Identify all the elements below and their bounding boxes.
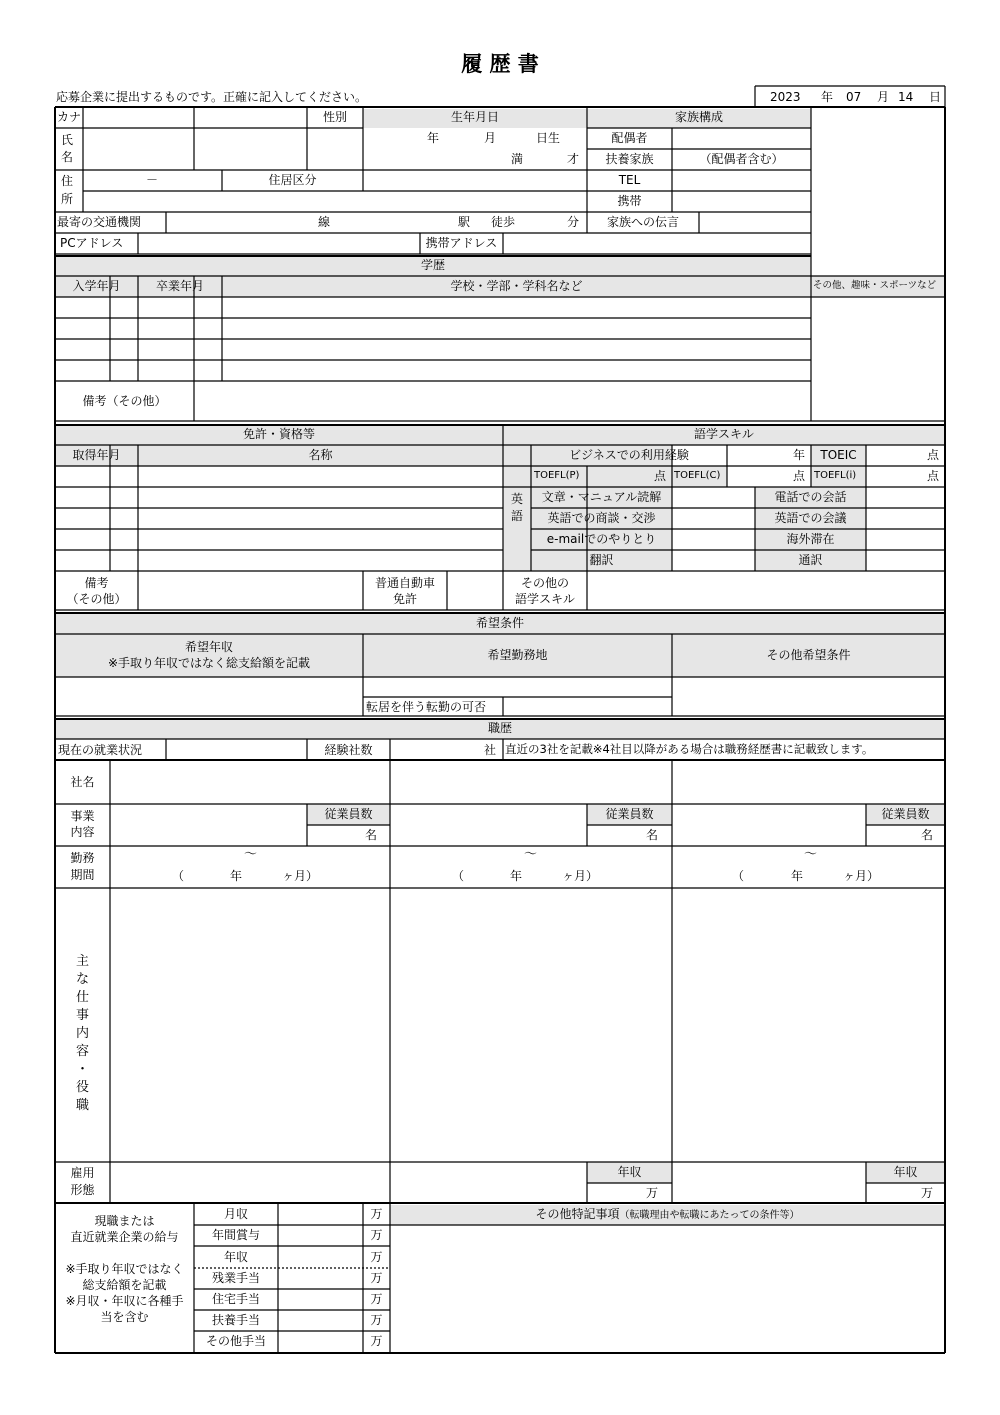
period-open-2: （	[452, 869, 465, 883]
salary-title-2: 直近就業企業の給与	[70, 1230, 179, 1244]
duties-label	[55, 953, 110, 1115]
education-rows[interactable]	[56, 298, 810, 380]
address-label-1: 住	[61, 174, 74, 188]
toeic-label: TOEIC	[820, 448, 857, 462]
salary-note-1: ※手取り年収ではなく	[65, 1262, 184, 1276]
business-label-1: 事業	[70, 809, 95, 823]
other-desired-label: その他希望条件	[766, 648, 851, 662]
negotiation-label: 英語での商談・交渉	[547, 511, 656, 525]
hobby-field[interactable]	[812, 298, 944, 420]
english-label-1: 英	[510, 492, 523, 506]
toefl-i-label: TOEFL(i)	[814, 470, 857, 481]
education-header: 学歴	[420, 258, 445, 272]
business-label-2: 内容	[70, 825, 95, 839]
dependents-note: （配偶者含む）	[699, 152, 784, 166]
birth-year-label: 年	[427, 131, 440, 145]
date-month: 07	[846, 90, 862, 104]
name-label-1: 氏	[61, 133, 74, 147]
mobile-label: 携帯	[617, 194, 642, 208]
employment-status-label: 現在の就業状況	[58, 743, 143, 757]
email-label: e-mailでのやりとり	[546, 532, 657, 546]
annual-income-unit-3: 万	[920, 1186, 933, 1200]
mobile-field[interactable]	[673, 192, 810, 212]
postal-code-field[interactable]	[84, 171, 221, 191]
business-exp-label: ビジネスでの利用経験	[569, 448, 689, 462]
gender-field[interactable]	[308, 129, 362, 170]
date-day-unit: 日	[929, 90, 942, 104]
desired-income-label-1: 希望年収	[184, 640, 233, 654]
gender-label: 性別	[322, 110, 347, 124]
family-members-field[interactable]	[812, 108, 944, 276]
annual-income-unit-2: 万	[645, 1186, 658, 1200]
salary-input-annual[interactable]	[279, 1247, 362, 1267]
translation-label: 翻訳	[589, 553, 614, 567]
name-field[interactable]	[84, 129, 306, 170]
car-license-field[interactable]	[448, 572, 502, 609]
other-desired-field[interactable]	[673, 678, 944, 715]
period-month-2: ヶ月）	[562, 869, 599, 883]
family-message-label: 家族への伝言	[606, 215, 679, 229]
desired-income-label-2: ※手取り年収ではなく総支給額を記載	[107, 656, 311, 670]
postal-dash: －	[146, 173, 159, 187]
salary-unit-bonus: 万	[370, 1228, 383, 1242]
business-field-3[interactable]	[673, 805, 865, 845]
company-count-field[interactable]	[391, 740, 481, 759]
interpretation-label: 通訳	[798, 553, 823, 567]
duties-field-2[interactable]	[391, 889, 671, 1161]
special-notes-title: その他特記事項	[535, 1207, 620, 1221]
employment-type-field-3[interactable]	[673, 1163, 865, 1202]
period-open-1: （	[172, 869, 185, 883]
salary-unit-housing: 万	[370, 1292, 383, 1306]
dependents-label: 扶養家族	[605, 152, 654, 166]
residence-type-field[interactable]	[364, 171, 586, 191]
duties-field-1[interactable]	[111, 889, 389, 1161]
birth-month-label: 月	[484, 131, 497, 145]
birth-header: 生年月日	[450, 110, 499, 124]
car-license-label-1: 普通自動車	[374, 576, 435, 590]
family-message-field[interactable]	[700, 213, 810, 233]
duties-char: ・	[75, 1062, 89, 1077]
salary-item-bonus: 年間賞与	[211, 1228, 260, 1242]
age-prefix: 満	[511, 152, 524, 166]
age-unit: 才	[567, 152, 580, 166]
language-header: 語学スキル	[694, 427, 754, 441]
car-license-label-2: 免許	[392, 592, 417, 606]
english-label-2: 語	[510, 509, 523, 523]
birth-day-label: 日生	[536, 131, 561, 145]
school-header: 学校・学部・学科名など	[450, 279, 583, 293]
duties-char: 職	[75, 1098, 89, 1113]
transport-field[interactable]	[167, 213, 586, 233]
period-tilde-2: ～	[524, 847, 538, 862]
period-year-3: 年	[791, 869, 804, 883]
notice-text: 応募企業に提出するものです。正確に記入してください。	[56, 90, 368, 104]
salary-unit-annual: 万	[370, 1250, 383, 1264]
license-rows[interactable]	[56, 467, 502, 570]
employees-unit-1: 名	[364, 828, 377, 842]
period-year-2: 年	[510, 869, 523, 883]
graduation-date-header: 卒業年月	[155, 279, 204, 293]
annual-income-label-3: 年収	[893, 1165, 918, 1179]
salary-input-housing[interactable]	[279, 1290, 362, 1309]
date-year-unit: 年	[821, 90, 834, 104]
toefl-c-unit: 点	[792, 469, 805, 483]
pc-address-field[interactable]	[139, 234, 419, 254]
salary-title-1: 現職または	[94, 1214, 155, 1228]
phone-label: 電話での会話	[774, 490, 847, 504]
duties-char: 容	[75, 1044, 89, 1059]
toeic-unit: 点	[926, 448, 939, 462]
family-header: 家族構成	[674, 110, 723, 124]
business-field-1[interactable]	[111, 805, 306, 845]
salary-item-housing: 住宅手当	[211, 1292, 260, 1306]
date-month-unit: 月	[877, 90, 890, 104]
spouse-label: 配偶者	[611, 131, 648, 145]
salary-unit-family: 万	[370, 1313, 383, 1327]
duties-char: な	[75, 972, 89, 987]
company-name-field-2[interactable]	[391, 761, 671, 804]
license-header: 免許・資格等	[242, 427, 315, 441]
company-name-field-1[interactable]	[111, 761, 389, 804]
special-notes-field[interactable]	[391, 1226, 944, 1352]
salary-unit-other: 万	[370, 1334, 383, 1348]
education-remarks-label: 備考（その他）	[82, 394, 167, 408]
salary-note-3: ※月収・年収に各種手	[65, 1294, 184, 1308]
date-day: 14	[898, 90, 914, 104]
duties-char: 主	[75, 954, 89, 969]
other-language-label-2: 語学スキル	[515, 592, 575, 606]
address-label-2: 所	[61, 192, 74, 206]
salary-input-monthly[interactable]	[279, 1204, 362, 1224]
company-name-label: 社名	[70, 775, 95, 789]
tel-label: TEL	[618, 173, 641, 187]
special-notes-subtitle: （転職理由や転職にあたっての条件等）	[619, 1210, 800, 1221]
employment-type-field-2[interactable]	[391, 1163, 586, 1202]
company-name-field-3[interactable]	[673, 761, 944, 804]
desired-location-label: 希望勤務地	[487, 648, 548, 662]
special-notes-header	[390, 1208, 945, 1221]
duties-char: 役	[75, 1080, 89, 1095]
salary-unit-overtime: 万	[370, 1271, 383, 1285]
salary-item-family: 扶養手当	[211, 1313, 260, 1327]
salary-input-family[interactable]	[279, 1311, 362, 1330]
relocation-label: 転居を伴う転勤の可否	[366, 700, 487, 714]
employment-type-label-1: 雇用	[70, 1166, 95, 1180]
annual-income-label-2: 年収	[617, 1165, 642, 1179]
spouse-field[interactable]	[673, 129, 810, 149]
company-count-label: 経験社数	[324, 743, 373, 757]
period-tilde-3: ～	[804, 847, 818, 862]
desired-income-field[interactable]	[56, 678, 362, 715]
entry-date-header: 入学年月	[72, 279, 121, 293]
duties-field-3[interactable]	[673, 889, 944, 1161]
employees-unit-3: 名	[920, 828, 933, 842]
kana-field[interactable]	[84, 108, 194, 128]
employment-status-field[interactable]	[167, 740, 306, 759]
company-count-unit: 社	[483, 743, 496, 757]
toefl-c-label: TOEFL(C)	[674, 470, 721, 481]
salary-input-bonus[interactable]	[279, 1226, 362, 1245]
period-open-3: （	[732, 869, 745, 883]
period-tilde-1: ～	[244, 847, 258, 862]
toefl-i-unit: 点	[926, 469, 939, 483]
birth-date-field[interactable]	[364, 129, 586, 170]
tel-field[interactable]	[673, 171, 810, 191]
period-label-1: 勤務	[70, 851, 95, 865]
employees-label-3: 従業員数	[881, 807, 930, 821]
license-name-header: 名称	[308, 448, 333, 462]
salary-note-4: 当を含む	[100, 1310, 149, 1324]
duties-char: 内	[75, 1026, 89, 1041]
station-label: 駅	[458, 215, 471, 229]
education-remarks-field[interactable]	[195, 382, 810, 420]
period-month-3: ヶ月）	[843, 869, 880, 883]
document-title: 履 歴 書	[461, 52, 539, 76]
date-year: 2023	[770, 90, 801, 104]
residence-type-label: 住居区分	[268, 173, 317, 187]
hobby-label: その他、趣味・スポーツなど	[813, 280, 937, 291]
salary-item-overtime: 残業手当	[211, 1271, 260, 1285]
pc-address-label: PCアドレス	[60, 236, 124, 250]
license-remarks-label-1: 備考	[84, 576, 109, 590]
kana-label: カナ	[57, 110, 82, 124]
walk-label: 徒歩	[491, 215, 516, 229]
mobile-address-label: 携帯アドレス	[425, 236, 498, 250]
employees-label-1: 従業員数	[324, 807, 373, 821]
employees-unit-2: 名	[645, 828, 658, 842]
minutes-label: 分	[567, 215, 580, 229]
duties-char: 仕	[75, 990, 89, 1005]
career-header: 職歴	[487, 721, 512, 735]
duties-char: 事	[75, 1008, 89, 1023]
period-year-1: 年	[230, 869, 243, 883]
salary-input-other[interactable]	[279, 1332, 362, 1352]
salary-item-other: その他手当	[205, 1334, 266, 1348]
other-language-label-1: その他の	[520, 576, 569, 590]
salary-item-monthly: 月収	[223, 1207, 248, 1221]
license-date-header: 取得年月	[72, 448, 121, 462]
manual-label: 文章・マニュアル読解	[541, 490, 662, 504]
employees-label-2: 従業員数	[605, 807, 654, 821]
salary-note-2: 総支給額を記載	[82, 1278, 167, 1292]
employment-type-field-1[interactable]	[111, 1163, 389, 1202]
employment-type-label-2: 形態	[70, 1183, 95, 1197]
relocation-field[interactable]	[504, 698, 671, 715]
business-exp-unit: 年	[792, 448, 805, 462]
toefl-p-unit: 点	[653, 469, 666, 483]
transport-label: 最寄の交通機関	[57, 215, 142, 229]
salary-unit-monthly: 万	[370, 1207, 383, 1221]
career-note: 直近の3社を記載※4社目以降がある場合は職務経歴書に記載致します。	[505, 742, 874, 756]
mobile-address-field[interactable]	[504, 234, 810, 254]
business-field-2[interactable]	[391, 805, 586, 845]
license-remarks-label-2: （その他）	[66, 592, 127, 606]
line-label: 線	[318, 215, 331, 229]
other-language-field[interactable]	[588, 572, 944, 609]
period-month-1: ヶ月）	[282, 869, 319, 883]
meeting-label: 英語での会議	[774, 511, 847, 525]
abroad-label: 海外滞在	[786, 532, 835, 546]
desired-location-field[interactable]	[364, 678, 671, 696]
license-remarks-field[interactable]	[139, 572, 362, 609]
toefl-p-label: TOEFL(P)	[534, 470, 580, 481]
name-label-2: 名	[61, 150, 74, 164]
salary-item-annual: 年収	[223, 1250, 248, 1264]
salary-input-overtime[interactable]	[279, 1269, 362, 1288]
address-field[interactable]	[84, 192, 586, 212]
desired-header: 希望条件	[475, 616, 524, 630]
period-label-2: 期間	[70, 868, 95, 882]
